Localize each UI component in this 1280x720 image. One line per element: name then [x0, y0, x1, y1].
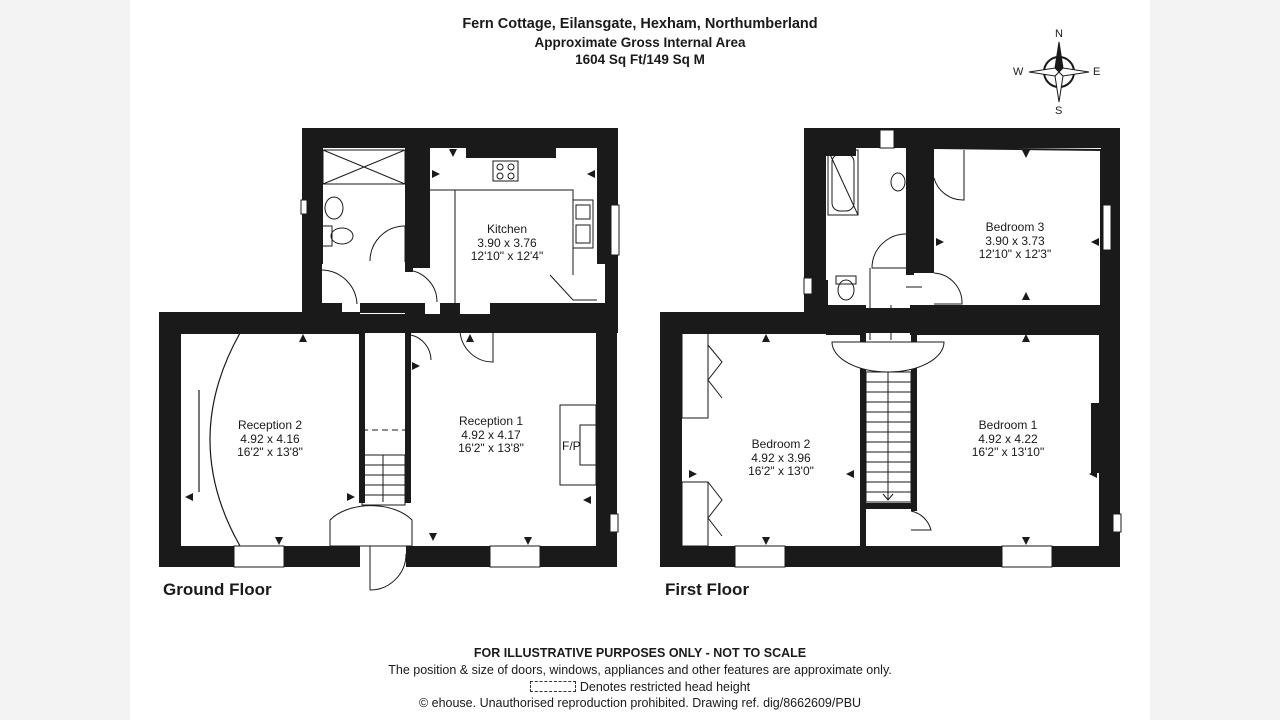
- room-bedroom-1: [953, 419, 1063, 460]
- room-imperial: 12'10" x 12'3": [978, 247, 1052, 261]
- disclaimer: FOR ILLUSTRATIVE PURPOSES ONLY - NOT TO SCALE: [473, 646, 807, 660]
- compass-rose: [1029, 42, 1089, 102]
- room-name: Kitchen: [486, 222, 528, 236]
- room-name: Bedroom 1: [978, 418, 1038, 432]
- room-bedroom-2: [726, 438, 836, 479]
- ground-floor-label: Ground Floor: [163, 580, 272, 599]
- fireplace-label: F/P: [562, 439, 581, 453]
- restricted-height-swatch: [530, 681, 576, 692]
- room-metric: 4.92 x 4.16: [240, 431, 300, 446]
- room-imperial: 16'2" x 13'10": [971, 445, 1045, 459]
- compass-east: E: [1093, 66, 1101, 78]
- room-metric: 4.92 x 4.17: [461, 427, 521, 442]
- property-title: Fern Cottage, Eilansgate, Hexham, Northumberland: [462, 16, 818, 32]
- room-name: Bedroom 3: [985, 220, 1045, 234]
- room-kitchen: [452, 223, 562, 264]
- room-reception-2: [215, 419, 325, 460]
- first-floor-label: First Floor: [665, 580, 750, 599]
- room-metric: 4.92 x 3.96: [751, 450, 811, 465]
- room-bedroom-3: [960, 221, 1070, 262]
- legend-text: Denotes restricted head height: [579, 680, 751, 694]
- room-metric: 3.90 x 3.73: [985, 233, 1045, 248]
- copyright: © ehouse. Unauthorised reproduction prohibited. Drawing ref. dig/8662609/PBU: [418, 696, 862, 710]
- room-name: Reception 2: [237, 418, 303, 432]
- compass-north: N: [1055, 28, 1063, 40]
- room-reception-1: [436, 415, 546, 456]
- area-value: 1604 Sq Ft/149 Sq M: [575, 52, 705, 67]
- room-name: Bedroom 2: [751, 437, 811, 451]
- legend-row: [0, 680, 1280, 694]
- compass-south: S: [1055, 105, 1063, 117]
- room-imperial: 16'2" x 13'8": [237, 445, 303, 459]
- area-subtitle: Approximate Gross Internal Area: [534, 35, 746, 50]
- room-imperial: 16'2" x 13'8": [458, 441, 524, 455]
- compass-west: W: [1013, 66, 1024, 78]
- approximation-note: The position & size of doors, windows, appliances and other features are approximate only.: [388, 663, 892, 677]
- room-imperial: 12'10" x 12'4": [470, 249, 544, 263]
- room-imperial: 16'2" x 13'0": [748, 464, 814, 478]
- room-metric: 3.90 x 3.76: [477, 235, 537, 250]
- room-metric: 4.92 x 4.22: [978, 431, 1038, 446]
- room-name: Reception 1: [458, 414, 524, 428]
